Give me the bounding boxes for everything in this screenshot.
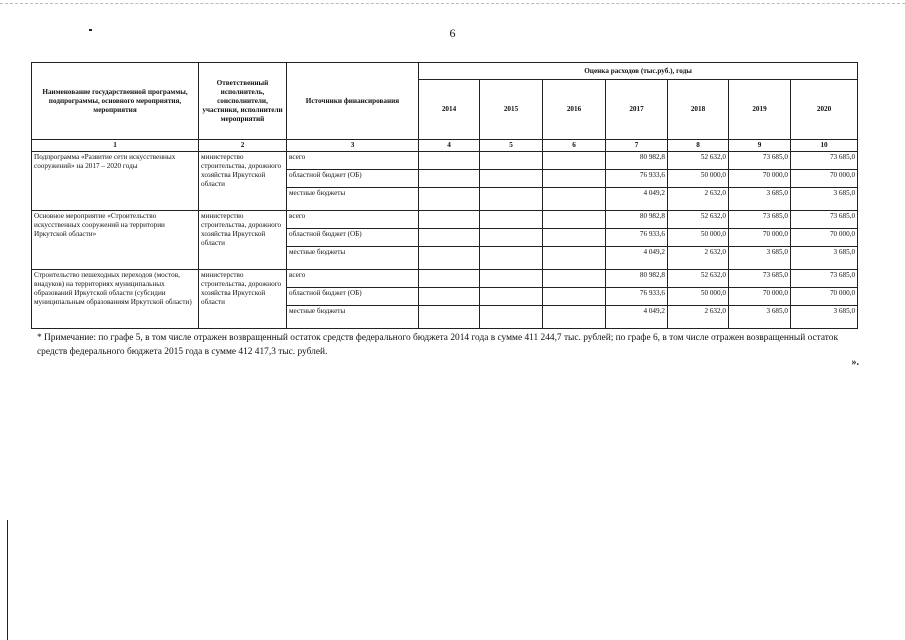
column-number: 2 [199, 140, 287, 152]
program-name-cell: Подпрограмма «Развитие сети искусственных сооружений» на 2017 – 2020 годы [32, 152, 199, 211]
value-cell [480, 270, 543, 288]
value-cell [543, 211, 606, 229]
value-cell: 73 685,0 [729, 152, 791, 170]
value-cell: 3 685,0 [729, 247, 791, 270]
program-name-cell: Строительство пешеходных переходов (мостов, виадуков) на территориях муниципальных образований Иркутской области (субсидии муниципальным образованиям Иркутской области) [32, 270, 199, 329]
value-cell: 52 632,0 [668, 211, 729, 229]
value-cell [419, 288, 480, 306]
scan-border-line [0, 3, 905, 4]
value-cell [543, 188, 606, 211]
header-expenses-group: Оценка расходов (тыс.руб.), годы [419, 63, 858, 80]
value-cell: 2 632,0 [668, 247, 729, 270]
value-cell [419, 188, 480, 211]
funding-source-cell: местные бюджеты [287, 188, 419, 211]
value-cell [543, 306, 606, 329]
funding-source-cell: всего [287, 211, 419, 229]
column-number: 6 [543, 140, 606, 152]
value-cell: 76 933,6 [606, 229, 668, 247]
value-cell [480, 229, 543, 247]
value-cell [419, 211, 480, 229]
value-cell [480, 188, 543, 211]
value-cell: 70 000,0 [729, 229, 791, 247]
funding-source-cell: всего [287, 270, 419, 288]
value-cell [419, 247, 480, 270]
value-cell: 52 632,0 [668, 270, 729, 288]
header-year: 2015 [480, 80, 543, 140]
value-cell: 76 933,6 [606, 288, 668, 306]
value-cell: 3 685,0 [791, 247, 858, 270]
value-cell: 76 933,6 [606, 170, 668, 188]
table-block [32, 211, 858, 270]
value-cell [419, 229, 480, 247]
value-cell: 50 000,0 [668, 229, 729, 247]
closing-quote-mark: ». [851, 357, 859, 368]
value-cell: 70 000,0 [729, 288, 791, 306]
table-row [32, 270, 858, 288]
header-funding-source: Источники финансирования [287, 63, 419, 140]
value-cell: 3 685,0 [729, 306, 791, 329]
value-cell [480, 211, 543, 229]
funding-source-cell: областной бюджет (ОБ) [287, 229, 419, 247]
value-cell: 73 685,0 [791, 211, 858, 229]
value-cell: 73 685,0 [791, 270, 858, 288]
column-number: 4 [419, 140, 480, 152]
header-year: 2014 [419, 80, 480, 140]
value-cell: 70 000,0 [791, 229, 858, 247]
value-cell: 50 000,0 [668, 288, 729, 306]
header-year: 2016 [543, 80, 606, 140]
value-cell [543, 229, 606, 247]
value-cell: 3 685,0 [791, 306, 858, 329]
responsible-cell: министерство строительства, дорожного хозяйства Иркутской области [199, 211, 287, 270]
column-number: 1 [32, 140, 199, 152]
value-cell [419, 306, 480, 329]
value-cell: 3 685,0 [791, 188, 858, 211]
value-cell: 50 000,0 [668, 170, 729, 188]
column-number: 10 [791, 140, 858, 152]
value-cell [419, 170, 480, 188]
header-program-name: Наименование государственной программы, подпрограммы, основного мероприятия, мероприятия [32, 63, 199, 140]
header-year: 2020 [791, 80, 858, 140]
header-year: 2019 [729, 80, 791, 140]
value-cell: 80 982,8 [606, 152, 668, 170]
funding-source-cell: областной бюджет (ОБ) [287, 170, 419, 188]
value-cell [480, 306, 543, 329]
value-cell: 70 000,0 [729, 170, 791, 188]
value-cell: 80 982,8 [606, 211, 668, 229]
responsible-cell: министерство строительства, дорожного хозяйства Иркутской области [199, 152, 287, 211]
header-responsible: Ответственный исполнитель, соисполнители, участники, исполнители мероприятий [199, 63, 287, 140]
value-cell: 80 982,8 [606, 270, 668, 288]
funding-source-cell: всего [287, 152, 419, 170]
value-cell: 73 685,0 [791, 152, 858, 170]
funding-source-cell: местные бюджеты [287, 306, 419, 329]
column-number: 7 [606, 140, 668, 152]
value-cell [543, 170, 606, 188]
scan-edge-mark [7, 520, 8, 640]
header-year: 2017 [606, 80, 668, 140]
value-cell [543, 247, 606, 270]
value-cell: 73 685,0 [729, 270, 791, 288]
value-cell [480, 247, 543, 270]
value-cell [419, 152, 480, 170]
value-cell: 52 632,0 [668, 152, 729, 170]
value-cell: 73 685,0 [729, 211, 791, 229]
header-year: 2018 [668, 80, 729, 140]
column-number: 9 [729, 140, 791, 152]
value-cell: 4 049,2 [606, 247, 668, 270]
table-block [32, 152, 858, 211]
table-block [32, 270, 858, 329]
program-name-cell: Основное мероприятие «Строительство искусственных сооружений на территории Иркутской области» [32, 211, 199, 270]
value-cell [480, 170, 543, 188]
value-cell: 4 049,2 [606, 306, 668, 329]
value-cell [543, 152, 606, 170]
table-row [32, 211, 858, 229]
footnote-note: * Примечание: по графе 5, в том числе отражен возвращенный остаток средств федерального бюджета 2014 года в сумме 411 244,7 тыс. рублей; по графе 6, в том числе отражен возвращенный остаток средств федерального бюджета 2015 года в сумме 412 417,3 тыс. рублей. [37, 333, 838, 357]
column-number: 3 [287, 140, 419, 152]
funding-source-cell: местные бюджеты [287, 247, 419, 270]
value-cell [543, 288, 606, 306]
column-number: 8 [668, 140, 729, 152]
value-cell: 3 685,0 [729, 188, 791, 211]
value-cell [480, 152, 543, 170]
value-cell: 70 000,0 [791, 170, 858, 188]
value-cell [480, 288, 543, 306]
value-cell: 70 000,0 [791, 288, 858, 306]
funding-source-cell: областной бюджет (ОБ) [287, 288, 419, 306]
value-cell: 2 632,0 [668, 306, 729, 329]
responsible-cell: министерство строительства, дорожного хозяйства Иркутской области [199, 270, 287, 329]
value-cell: 2 632,0 [668, 188, 729, 211]
value-cell [543, 270, 606, 288]
value-cell [419, 270, 480, 288]
page-number: 6 [449, 26, 456, 40]
budget-table [31, 62, 858, 329]
column-number: 5 [480, 140, 543, 152]
value-cell: 4 049,2 [606, 188, 668, 211]
table-row [32, 152, 858, 170]
